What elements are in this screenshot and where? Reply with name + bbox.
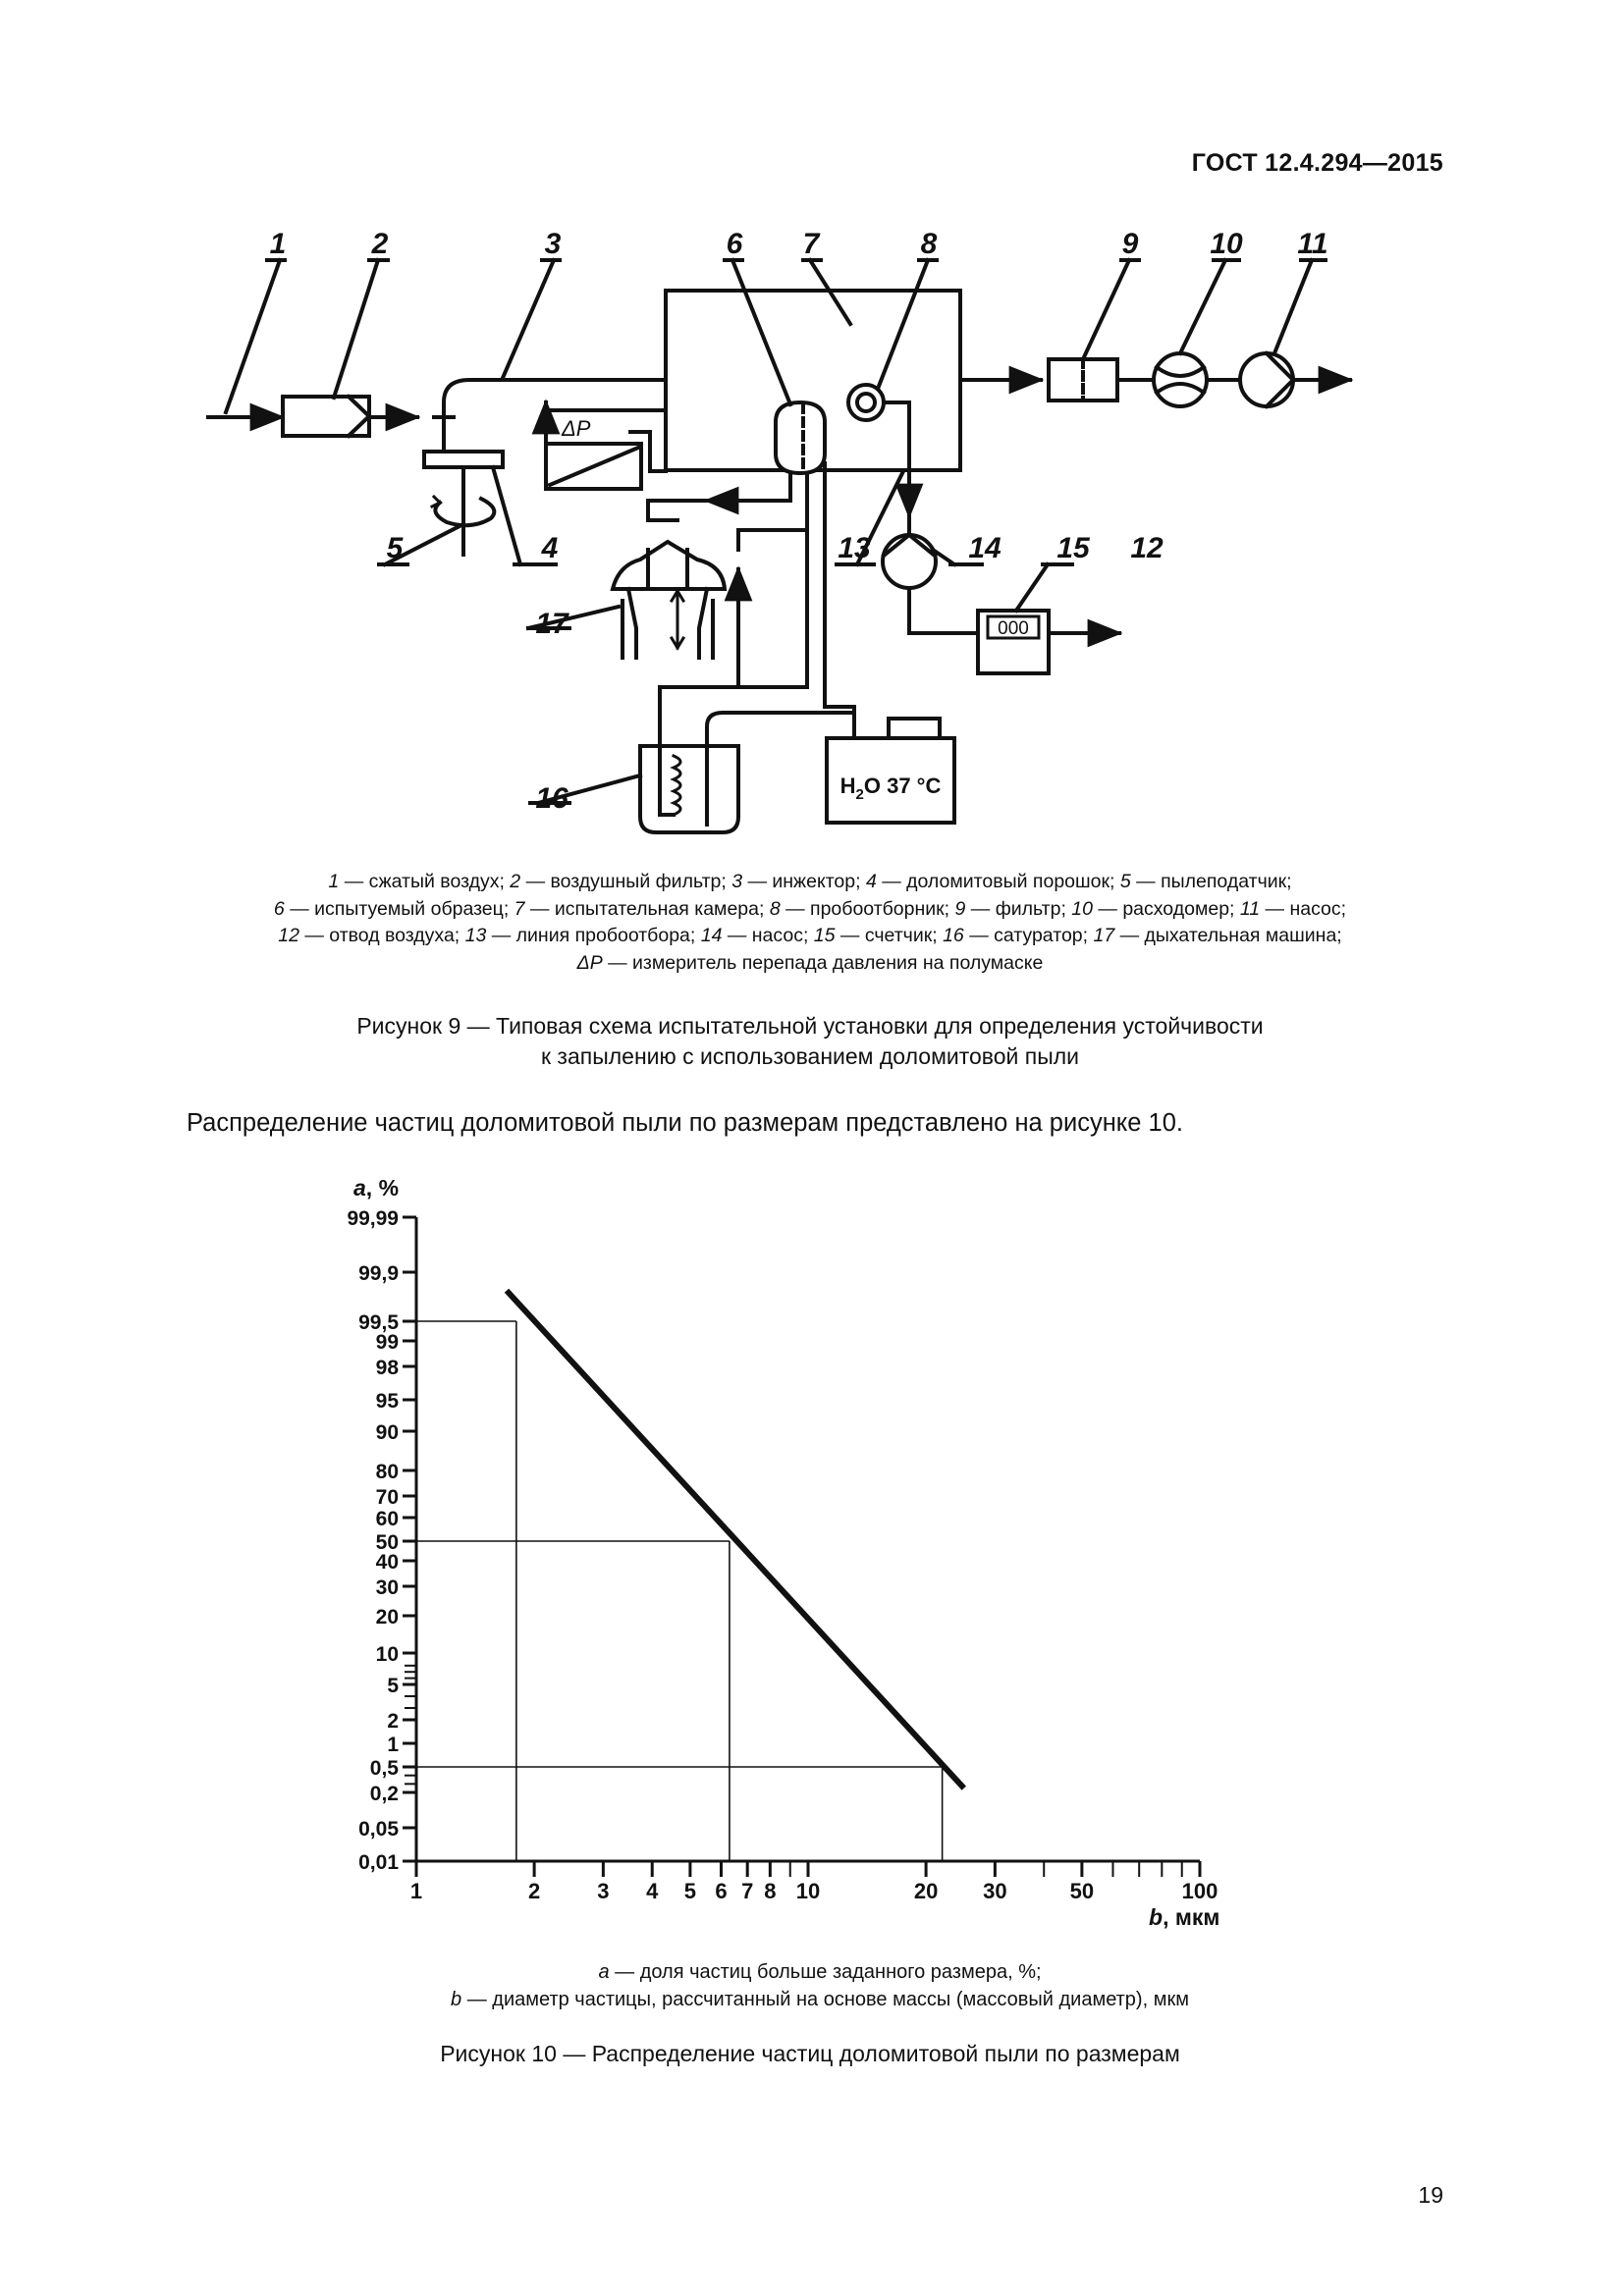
legend-item-key: a <box>598 1961 610 1983</box>
callout-14: 14 <box>968 532 1001 564</box>
x-tick-label: 30 <box>983 1879 1007 1903</box>
y-tick-label: 30 <box>375 1576 399 1599</box>
legend-item-key: 14 <box>700 925 723 946</box>
legend-item-text: — дыхательная машина; <box>1114 925 1342 946</box>
legend-item-text: — расходомер; <box>1093 897 1240 920</box>
y-tick-label: 40 <box>375 1551 399 1574</box>
legend-item-key: 7 <box>514 897 525 920</box>
x-tick-label: 3 <box>597 1879 610 1903</box>
callout-8: 8 <box>920 228 938 260</box>
legend-item-text: — сатуратор; <box>963 925 1094 946</box>
x-tick-label: 8 <box>764 1879 777 1903</box>
callout-9: 9 <box>1121 228 1139 260</box>
document-header: ГОСТ 12.4.294—2015 <box>1191 149 1443 177</box>
legend-item-text: — инжектор; <box>742 871 866 892</box>
legend-item-text: — насос; <box>1260 897 1347 920</box>
x-tick-label: 20 <box>913 1879 939 1903</box>
legend-item-key: 5 <box>1119 871 1131 892</box>
x-tick-label: 4 <box>646 1879 659 1903</box>
legend-item-key: 2 <box>510 871 521 892</box>
page-number: 19 <box>1418 2182 1443 2208</box>
legend-item-text: — доля частиц больше заданного размера, %; <box>609 1961 1042 1983</box>
legend-item-key: 8 <box>769 897 781 920</box>
legend-item-key: 10 <box>1071 897 1093 920</box>
x-tick-label: 1 <box>409 1879 423 1903</box>
legend-item-text: — пылеподатчик; <box>1130 871 1292 892</box>
y-tick-label: 10 <box>375 1643 399 1666</box>
y-tick-label: 0,05 <box>358 1818 399 1841</box>
y-tick-label: 90 <box>375 1421 399 1444</box>
legend-item-text: — отвод воздуха; <box>298 925 465 946</box>
callout-11: 11 <box>1297 228 1328 260</box>
chart-axes <box>416 1217 1200 1861</box>
legend-item-key: 17 <box>1093 925 1115 946</box>
callout-10: 10 <box>1210 228 1243 260</box>
y-tick-label: 1 <box>387 1734 399 1756</box>
legend-item-text: — насос; <box>722 925 814 946</box>
distribution-line <box>507 1291 964 1789</box>
legend-line <box>147 1986 1492 2013</box>
callout-16: 16 <box>535 782 568 815</box>
legend-item-key: 15 <box>813 925 836 946</box>
legend-item-key: 12 <box>278 925 299 946</box>
x-tick-label: 10 <box>795 1879 821 1903</box>
figure-9-caption-line-1: Рисунок 9 — Типовая схема испытательной установки для определения устойчивости <box>356 1013 1264 1039</box>
figure-10-caption: Рисунок 10 — Распределение частиц доломитовой пыли по размерам <box>440 2041 1180 2066</box>
x-tick-label: 100 <box>1181 1879 1218 1903</box>
y-tick-label: 0,2 <box>369 1783 399 1805</box>
y-tick-label: 80 <box>375 1461 399 1483</box>
y-tick-label: 60 <box>375 1508 399 1530</box>
x-tick-label: 2 <box>527 1879 541 1903</box>
y-tick-label: 70 <box>375 1486 399 1509</box>
y-tick-label: 0,5 <box>369 1757 399 1780</box>
callout-5: 5 <box>386 532 404 564</box>
legend-item-text: — фильтр; <box>965 897 1072 920</box>
chart-series <box>507 1291 964 1789</box>
y-tick-label: 50 <box>375 1531 399 1554</box>
callout-12: 12 <box>1130 532 1164 564</box>
legend-item-text: — доломитовый порошок; <box>876 871 1120 892</box>
y-tick-label: 5 <box>387 1675 399 1697</box>
x-tick-label: 6 <box>715 1879 728 1903</box>
counter-display: 000 <box>998 618 1029 639</box>
callout-7: 7 <box>802 228 820 260</box>
x-tick-label: 7 <box>741 1879 754 1903</box>
figure-9-caption-line-2: к запылению с использованием доломитовой пыли <box>540 1043 1080 1069</box>
callout-1: 1 <box>269 228 287 260</box>
legend-item-key: 1 <box>328 871 340 892</box>
callout-2: 2 <box>371 228 389 260</box>
y-tick-label: 0,01 <box>358 1851 399 1874</box>
legend-item-key: 3 <box>731 871 743 892</box>
callout-3: 3 <box>544 228 562 260</box>
callout-4: 4 <box>541 532 559 564</box>
legend-item-key: ΔP <box>576 951 603 974</box>
legend-item-key: b <box>451 1989 462 2010</box>
y-tick-label: 95 <box>375 1390 399 1413</box>
y-tick-label: 99,9 <box>358 1262 399 1285</box>
figure-10-legend <box>147 1958 1492 2013</box>
y-tick-label: 99,99 <box>347 1207 399 1230</box>
y-tick-label: 99,5 <box>358 1311 399 1334</box>
y-tick-label: 98 <box>375 1357 399 1379</box>
legend-item-text: — линия пробоотбора; <box>486 925 701 946</box>
chart-ticks <box>347 1207 1218 1903</box>
legend-item-key: 13 <box>464 925 487 946</box>
y-tick-label: 20 <box>375 1606 399 1629</box>
body-paragraph: Распределение частиц доломитовой пыли по размерам представлено на рисунке 10. <box>187 1109 1183 1137</box>
legend-item-text: — испытуемый образец; <box>284 897 514 920</box>
y-axis-label: a, % <box>353 1175 400 1201</box>
x-tick-label: 50 <box>1069 1879 1095 1903</box>
callout-13: 13 <box>838 532 871 564</box>
legend-item-text: — испытательная камера; <box>524 897 770 920</box>
legend-item-key: 6 <box>273 897 285 920</box>
legend-item-text: — воздушный фильтр; <box>520 871 732 892</box>
legend-item-text: — сжатый воздух; <box>339 871 511 892</box>
legend-line <box>147 1958 1492 1986</box>
legend-item-text: — пробоотборник; <box>780 897 955 920</box>
legend-item-key: 11 <box>1239 897 1261 920</box>
x-tick-label: 5 <box>683 1879 697 1903</box>
legend-item-text: — измеритель перепада давления на полумаске <box>602 951 1044 974</box>
thermostat-label: $H_2O$ 37 °C <box>839 774 942 803</box>
callout-6: 6 <box>726 228 743 260</box>
legend-item-text: — диаметр частицы, рассчитанный на основе массы (массовый диаметр), мкм <box>461 1989 1189 2010</box>
delta-p-label: ΔP <box>562 416 591 441</box>
x-axis-label: b, мкм <box>1149 1904 1220 1930</box>
y-tick-label: 2 <box>387 1710 399 1733</box>
legend-item-key: 9 <box>954 897 966 920</box>
callout-15: 15 <box>1056 532 1090 564</box>
legend-item-text: — счетчик; <box>835 925 944 946</box>
y-tick-label: 99 <box>375 1331 399 1354</box>
callout-17: 17 <box>535 608 568 640</box>
legend-item-key: 16 <box>943 925 964 946</box>
chart-reference-lines <box>416 1321 943 1861</box>
legend-item-key: 4 <box>865 871 877 892</box>
